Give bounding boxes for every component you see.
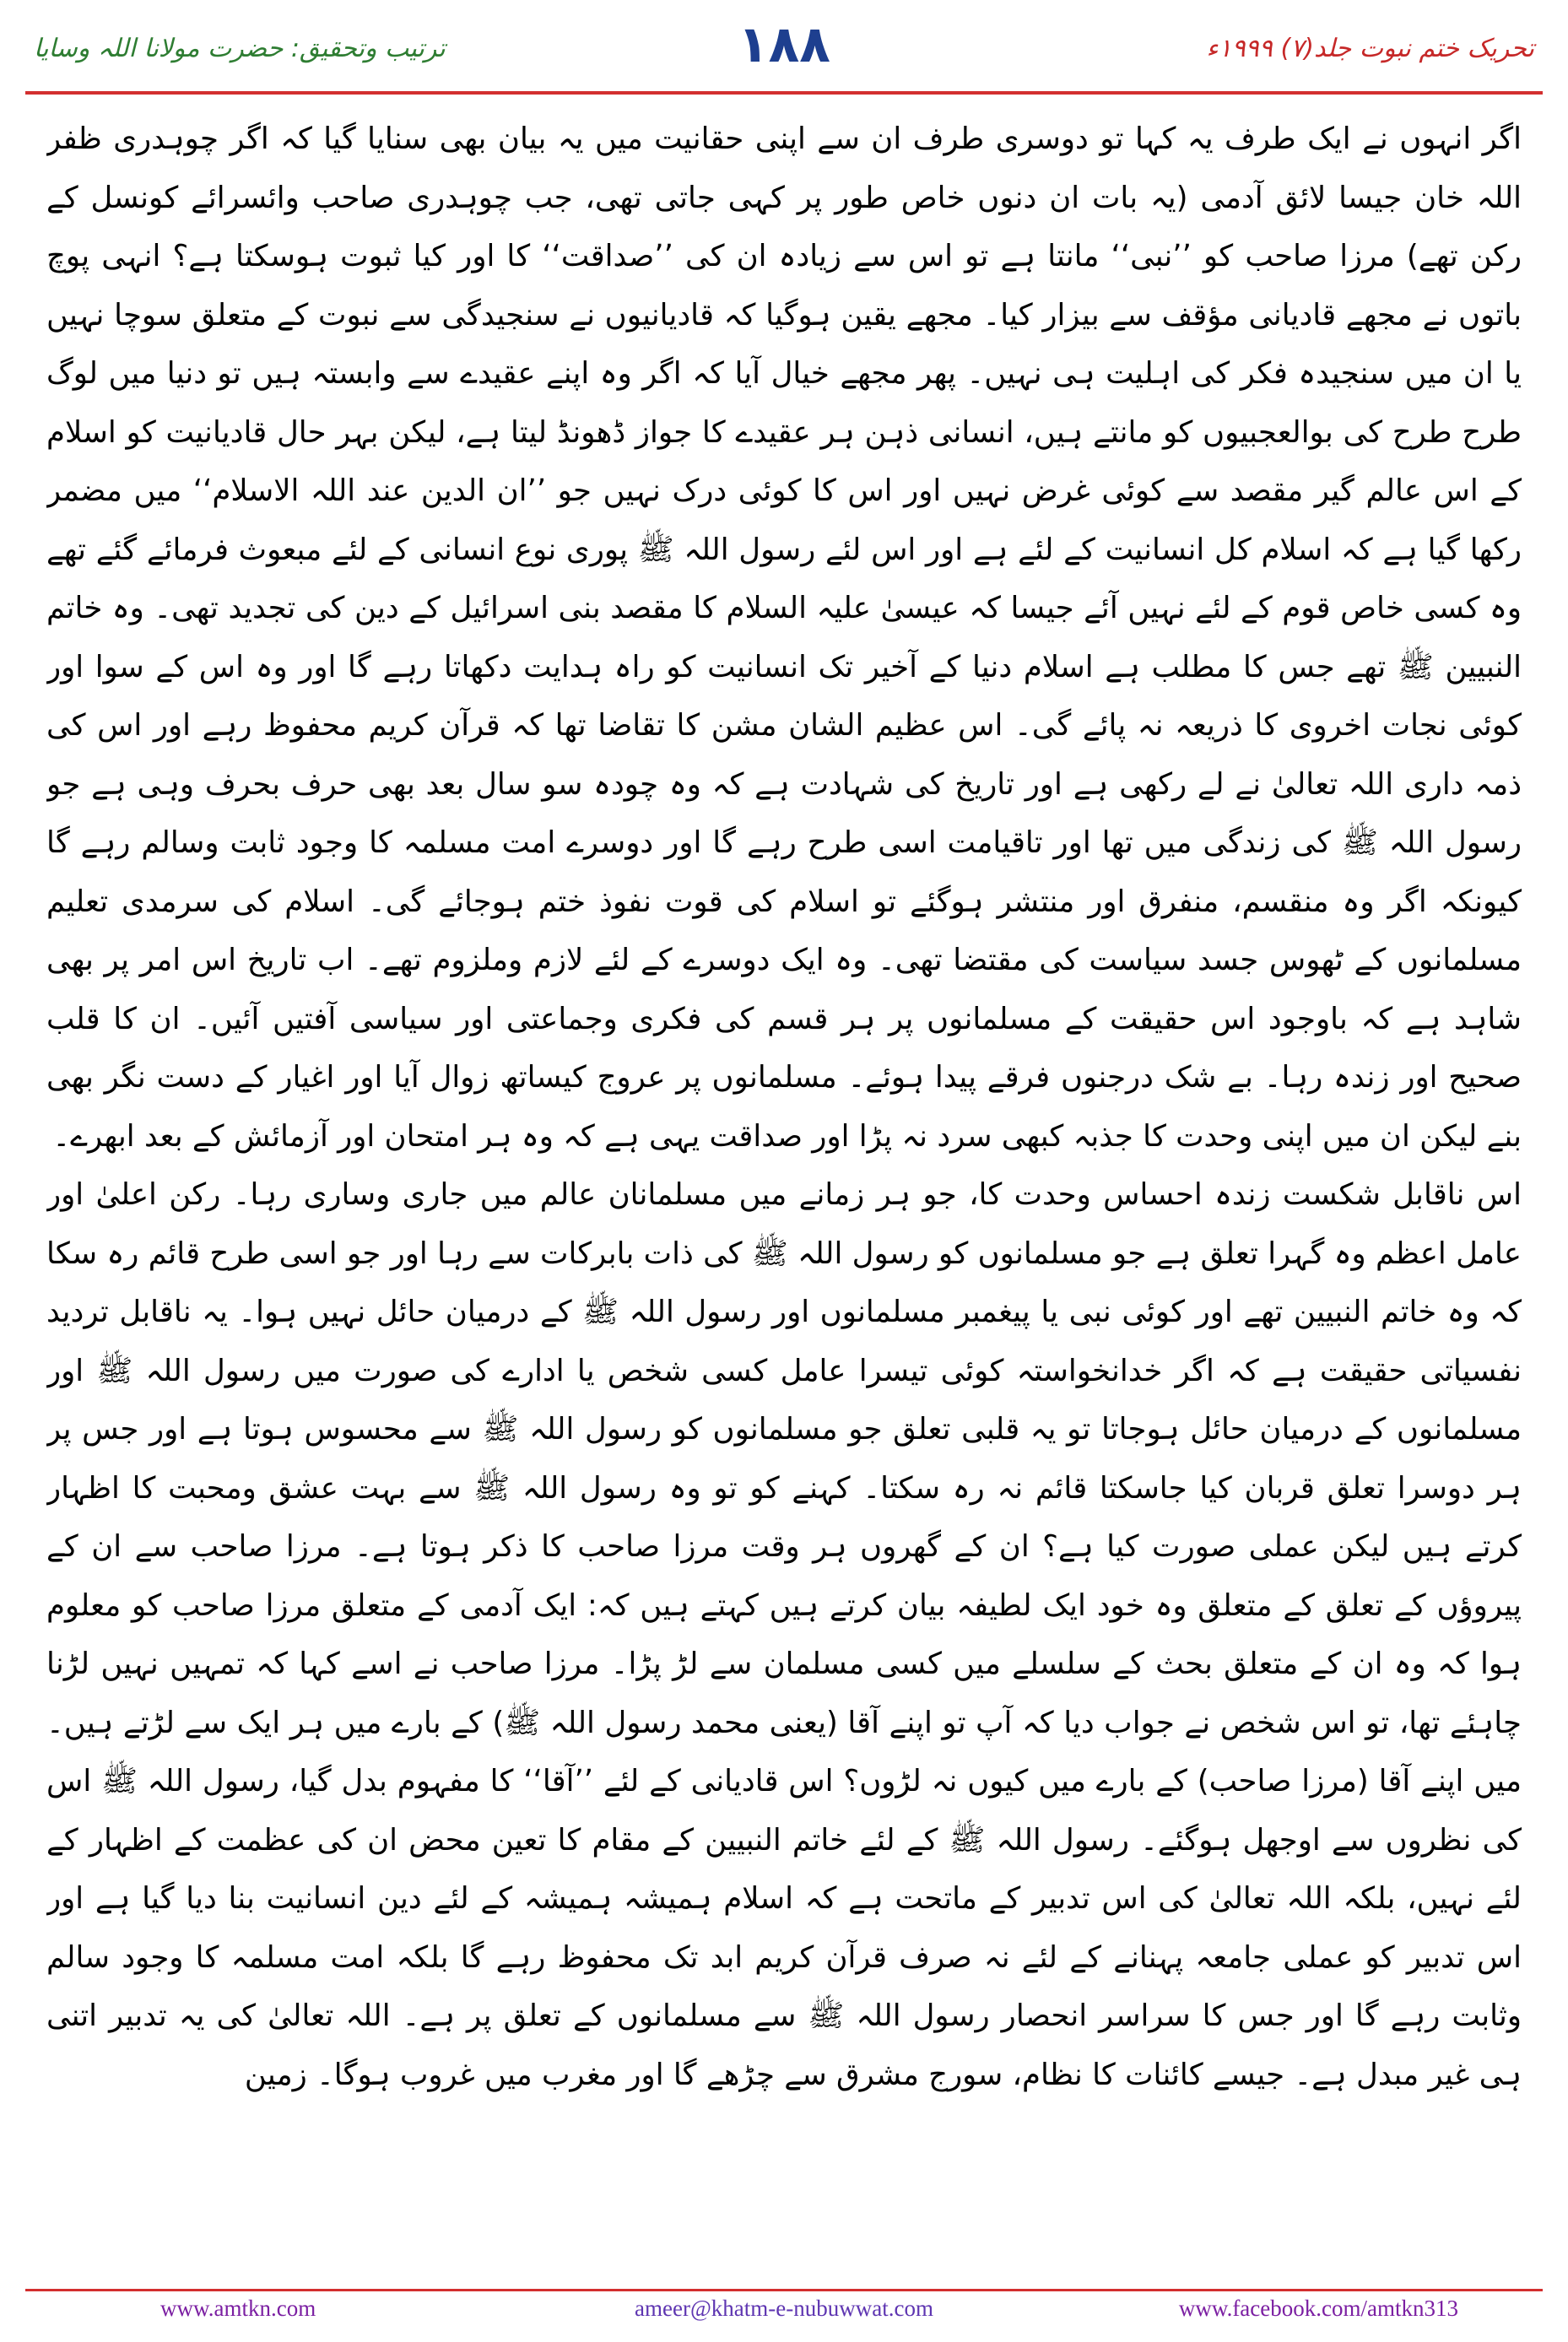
facebook-link[interactable]: www.facebook.com/amtkn313: [1178, 2296, 1458, 2321]
main-text: [46, 110, 1522, 2279]
compiler-credit: ترتیب وتحقیق: حضرت مولانا اللہ وسایا: [34, 34, 446, 63]
website-link[interactable]: www.amtkn.com: [160, 2296, 316, 2321]
header-divider: [25, 91, 1543, 95]
paragraph-1: اگر انہوں نے ایک طرف یہ کہا تو دوسری طرف ان سے اپنی حقانیت میں یہ بیان بھی سنایا گیا کہ اگر چوہدری ظفر اللہ خان جیسا لائق آدمی (یہ بات ان دنوں خاص طور پر کہی جاتی تھی، جب چوہدری صاحب وائسرائے کونسل کے رکن تھے) مرزا صاحب کو ’’نبی‘‘ مانتا ہے تو اس سے زیادہ ان کی ’’صداقت‘‘ کا اور کیا ثبوت ہوسکتا ہے؟ انہی پوچ باتوں نے مجھے قادیانی مؤقف سے بیزار کیا۔ مجھے یقین ہوگیا کہ قادیانیوں نے سنجیدگی سے نبوت کے متعلق سوچا نہیں یا ان میں سنجیدہ فکر کی اہلیت ہی نہیں۔ پھر مجھے خیال آیا کہ اگر وہ اپنے عقیدے سے وابستہ ہیں تو دنیا میں لوگ طرح طرح کی بوالعجبیوں کو مانتے ہیں، انسانی ذہن ہر عقیدے کا جواز ڈھونڈ لیتا ہے، لیکن بہر حال قادیانیت کو اسلام کے اس عالم گیر مقصد سے کوئی غرض نہیں اور اس کا کوئی درک نہیں جو ’’ان الدین عند اللہ الاسلام‘‘ میں مضمر رکھا گیا ہے کہ اسلام کل انسانیت کے لئے ہے اور اس لئے رسول اللہ ﷺ پوری نوع انسانی کے لئے مبعوث فرمائے گئے تھے وہ کسی خاص قوم کے لئے نہیں آئے جیسا کہ عیسیٰ علیہ السلام کا مقصد بنی اسرائیل کے دین کی تجدید تھی۔ وہ خاتم النبیین ﷺ تھے جس کا مطلب ہے اسلام دنیا کے آخیر تک انسانیت کو راہ ہدایت دکھاتا رہے گا اور وہ اس کے سوا اور کوئی نجات اخروی کا ذریعہ نہ پائے گی۔ اس عظیم الشان مشن کا تقاضا تھا کہ قرآن کریم محفوظ رہے اور اس کی ذمہ داری اللہ تعالیٰ نے لے رکھی ہے اور تاریخ کی شہادت ہے کہ وہ چودہ سو سال بعد بھی حرف بحرف وہی ہے جو رسول اللہ ﷺ کی زندگی میں تھا اور تاقیامت اسی طرح رہے گا اور دوسرے امت مسلمہ کا وجود ثابت وسالم رہے گا کیونکہ اگر وہ منقسم، منفرق اور منتشر ہوگئے تو اسلام کی قوت نفوذ ختم ہوجائے گی۔ اسلام کی سرمدی تعلیم مسلمانوں کے ٹھوس جسد سیاست کی مقتضا تھی۔ وہ ایک دوسرے کے لئے لازم وملزوم تھے۔ اب تاریخ اس امر پر بھی شاہد ہے کہ باوجود اس حقیقت کے مسلمانوں پر ہر قسم کی فکری وجماعتی اور سیاسی آفتیں آئیں۔ ان کا قلب صحیح اور زندہ رہا۔ بے شک درجنوں فرقے پیدا ہوئے۔ مسلمانوں پر عروج کیساتھ زوال آیا اور اغیار کے دست نگر بھی بنے لیکن ان میں اپنی وحدت کا جذبہ کبھی سرد نہ پڑا اور صداقت یہی ہے کہ وہ ہر امتحان اور آزمائش کے بعد ابھرے۔: [46, 122, 1522, 1154]
page-number: ۱۸۸: [738, 15, 830, 74]
page-header: [0, 0, 1568, 93]
paragraph-2: اس ناقابل شکست زندہ احساس وحدت کا، جو ہر زمانے میں مسلمانان عالم میں جاری وساری رہا۔ رکن اعلیٰ اور عامل اعظم وہ گہرا تعلق ہے جو مسلمانوں کو رسول اللہ ﷺ کی ذات بابرکات سے رہا اور جو اسی طرح قائم رہ سکا کہ وہ خاتم النبیین تھے اور کوئی نبی یا پیغمبر مسلمانوں اور رسول اللہ ﷺ کے درمیان حائل نہیں ہوا۔ یہ ناقابل تردید نفسیاتی حقیقت ہے کہ اگر خدانخواستہ کوئی تیسرا عامل کسی شخص یا ادارے کی صورت میں رسول اللہ ﷺ اور مسلمانوں کے درمیان حائل ہوجاتا تو یہ قلبی تعلق جو مسلمانوں کو رسول اللہ ﷺ سے محسوس ہوتا ہے اور جس پر ہر دوسرا تعلق قربان کیا جاسکتا قائم نہ رہ سکتا۔ کہنے کو تو وہ رسول اللہ ﷺ سے بہت عشق ومحبت کا اظہار کرتے ہیں لیکن عملی صورت کیا ہے؟ ان کے گھروں ہر وقت مرزا صاحب کا ذکر ہوتا ہے۔ مرزا صاحب سے ان کے پیروؤں کے تعلق کے متعلق وہ خود ایک لطیفہ بیان کرتے ہیں کہتے ہیں کہ: ایک آدمی کے متعلق مرزا صاحب کو معلوم ہوا کہ وہ ان کے متعلق بحث کے سلسلے میں کسی مسلمان سے لڑ پڑا۔ مرزا صاحب نے اسے کہا کہ تمہیں نہیں لڑنا چاہئے تھا، تو اس شخص نے جواب دیا کہ آپ تو اپنے آقا (یعنی محمد رسول اللہ ﷺ) کے بارے میں ہر ایک سے لڑتے ہیں۔ میں اپنے آقا (مرزا صاحب) کے بارے میں کیوں نہ لڑوں؟ اس قادیانی کے لئے ’’آقا‘‘ کا مفہوم بدل گیا، رسول اللہ ﷺ اس کی نظروں سے اوجھل ہوگئے۔ رسول اللہ ﷺ کے لئے خاتم النبیین کے مقام کا تعین محض ان کی عظمت کے اظہار کے لئے نہیں، بلکہ اللہ تعالیٰ کی اس تدبیر کے ماتحت ہے کہ اسلام ہمیشہ ہمیشہ کے لئے دین انسانیت بنا دیا گیا ہے اور اس تدبیر کو عملی جامعہ پہنانے کے لئے نہ صرف قرآن کریم ابد تک محفوظ رہے گا بلکہ امت مسلمہ کا وجود سالم وثابت رہے گا اور جس کا سراسر انحصار رسول اللہ ﷺ سے مسلمانوں کے تعلق پر ہے۔ اللہ تعالیٰ کی یہ تدبیر اتنی ہی غیر مبدل ہے۔ جیسے کائنات کا نظام، سورج مشرق سے چڑھے گا اور مغرب میں غروب ہوگا۔ زمین: [46, 1177, 1522, 2092]
footer-divider: [25, 2289, 1543, 2291]
email-link[interactable]: ameer@khatm-e-nubuwwat.com: [635, 2296, 933, 2321]
book-title: تحریک ختم نبوت جلد(۷) ۱۹۹۹ء: [1206, 34, 1534, 63]
page-footer: [25, 2296, 1543, 2329]
